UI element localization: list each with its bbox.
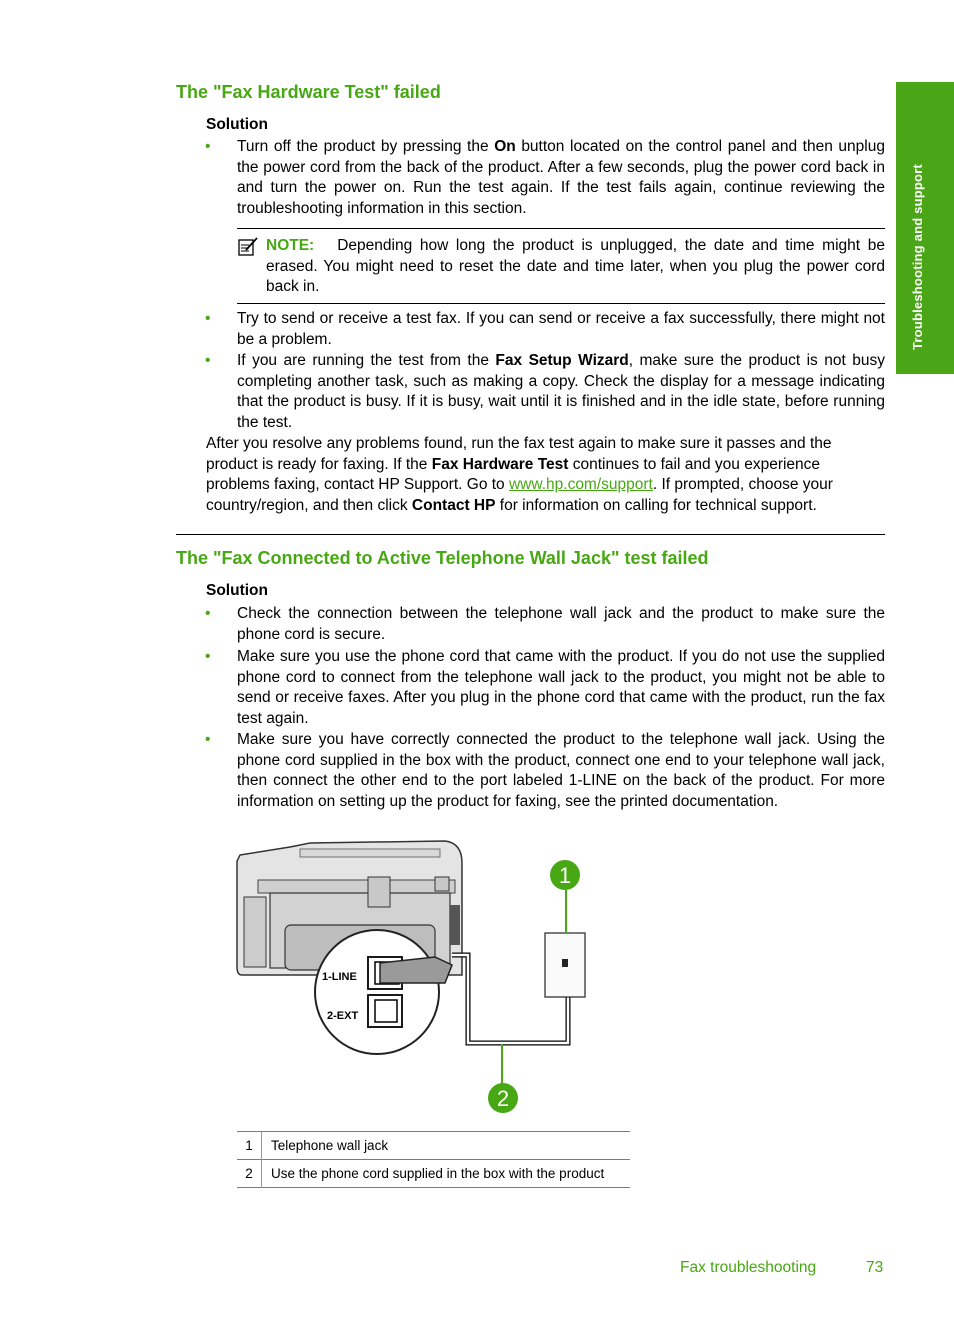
section2-title: The "Fax Connected to Active Telephone Wall Jack" test failed [176,548,709,568]
legend-description: Use the phone cord supplied in the box with the product [271,1166,605,1181]
text-run: , make sure the product is not busy completing another task, such as making a copy. Check the display for a message indicating that the product is busy. If it is busy, wait until it is finished and in the idle state, before running the test. [237,352,885,431]
text-run: button located on the control panel and then unplug the power cord from the back of the product. After a few seconds, plug the power cord back in and turn the power on. Run the test again. If the test fails again, continue reviewing the troubleshooting information in this section. [237,138,885,217]
bold-run: Contact HP [411,496,496,514]
note-text: Depending how long the product is unplugged, the date and time might be erased. You might need to reset the date and time later, when you plug the power cord back in. [266,237,885,295]
page-number: 73 [866,1259,884,1276]
callout-1-badge [550,860,580,890]
bullet-icon: • [205,138,211,155]
note-top-rule [237,228,885,229]
side-chapter-tab [896,82,954,374]
section1-bullet-1 [237,137,885,219]
section2-bullet-1: Check the connection between the telephone wall jack and the product to make sure the phone cord is secure. [237,605,885,643]
bullet-icon: • [205,648,211,665]
text-run: If you are running the test from the [237,352,496,369]
footer-section-name: Fax troubleshooting [680,1259,817,1276]
section1-paragraph [206,434,872,516]
table-row [237,1132,630,1160]
bullet-icon: • [205,731,211,748]
bullet-icon: • [205,605,211,622]
text-run: . If prompted, choose your country/region, and then click [206,476,833,514]
section1-title: The "Fax Hardware Test" failed [176,82,441,102]
note-bottom-rule [237,303,885,304]
callout-1-number: 1 [558,863,572,888]
callout-2-badge [488,1083,518,1113]
section1-bullet-3 [237,351,885,433]
text-run: Turn off the product by pressing the [237,138,495,155]
note-label: NOTE: [266,237,315,254]
section2-bullet-3: Make sure you have correctly connected the product to the telephone wall jack. Using the phone cord supplied in the box with the product, connect one end to your telephone wall jack, then connect the other end to the port labeled 1-LINE on the back of the product. For more information on setting up the product for faxing, see the printed documentation. [237,731,885,810]
wall-jack [545,933,585,997]
section2-solution-label: Solution [206,582,268,599]
bold-run: Fax Hardware Test [431,455,569,473]
figure-legend-table [237,1131,630,1188]
legend-number: 1 [237,1132,262,1160]
hp-support-link[interactable]: www.hp.com/support [508,476,653,493]
side-chapter-label: Troubleshooting and support [910,164,925,350]
section2-bullet-2: Make sure you use the phone cord that came with the product. If you do not use the supplied phone cord to connect from the telephone wall jack to the product, you might not be able to send or receive faxes. After you plug in the phone cord that came with the product, run the fax test again. [237,648,885,727]
callout-2-number: 2 [496,1086,510,1111]
bold-run: On [494,138,516,155]
section1-solution-label: Solution [206,116,268,133]
section1-bullet-2: Try to send or receive a test fax. If you can send or receive a fax successfully, there might not be a problem. [237,310,885,348]
text-run: After you resolve any problems found, run the fax test again to make sure it passes and the product is ready for faxing. If the [206,435,832,473]
text-run: continues to fail and you experience problems faxing, contact HP Support. Go to [206,455,821,493]
table-row [237,1160,630,1188]
text-run: for information on calling for technical support. [495,496,817,514]
bullet-icon: • [205,352,211,369]
bold-run: Fax Setup Wizard [495,352,629,369]
legend-description: Telephone wall jack [271,1138,389,1153]
port-1-line-label: 1-LINE [322,971,357,983]
note-icon [237,236,259,258]
bullet-icon: • [205,310,211,327]
port-2-ext-label: 2-EXT [327,1010,359,1022]
fax-connection-diagram [230,835,610,1120]
note-body [266,236,885,298]
legend-number: 2 [237,1160,262,1188]
section-divider [176,534,885,535]
